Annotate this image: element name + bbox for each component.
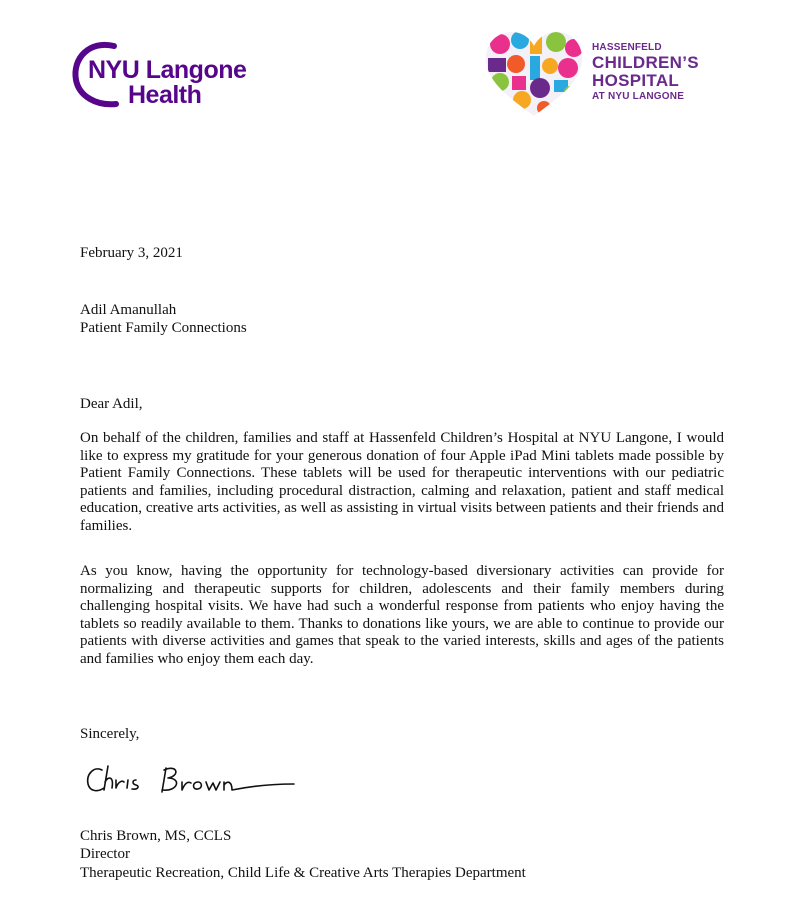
letter-date: February 3, 2021 (80, 245, 183, 261)
hassenfeld-logo-line1: HASSENFELD (592, 42, 662, 53)
closing: Sincerely, (80, 726, 140, 742)
body-paragraph-1: On behalf of the children, families and staff at Hassenfeld Children’s Hospital at NYU Langone, I would like to express my gratitude for your generous donation of four Apple iPad Mini tablets made possible by Patient Family Connections. These tablets will be used for therapeutic interventions with our pediatric patients and families, including procedural distraction, calming and relaxation, patient and staff medical education, creative arts activities, as well as assisting in virtual visits between patients and their friends and families. (80, 430, 724, 534)
handwritten-signature (82, 758, 302, 808)
heart-icon (482, 28, 586, 120)
salutation: Dear Adil, (80, 396, 143, 412)
nyu-logo-line1: NYU Langone (88, 56, 247, 84)
body-paragraph-2: As you know, having the opportunity for technology-based diversionary activities can provide for normalizing and therapeutic supports for children, adolescents and their family members during challenging hospital visits. We have had such a wonderful response from patients who enjoy having the tablets so readily available to them. Thanks to donations like yours, we are able to continue to provide our patients with diverse activities and games that speak to the varied interests, skills and ages of the patients and families who enjoy them each day. (80, 563, 724, 667)
hassenfeld-logo-line3: HOSPITAL (592, 71, 680, 90)
hassenfeld-logo-line2: CHILDREN’S (592, 53, 699, 72)
signer-department: Therapeutic Recreation, Child Life & Creative Arts Therapies Department (80, 865, 526, 881)
recipient-organization: Patient Family Connections (80, 320, 247, 336)
hassenfeld-logo-line4: AT NYU LANGONE (592, 91, 685, 102)
hassenfeld-logo (482, 28, 722, 120)
signer-title: Director (80, 846, 130, 862)
nyu-logo-line2: Health (128, 81, 202, 109)
recipient-name: Adil Amanullah (80, 302, 177, 318)
signer-name: Chris Brown, MS, CCLS (80, 828, 232, 844)
nyu-langone-logo (70, 38, 250, 112)
hassenfeld-logo-text (592, 42, 699, 103)
